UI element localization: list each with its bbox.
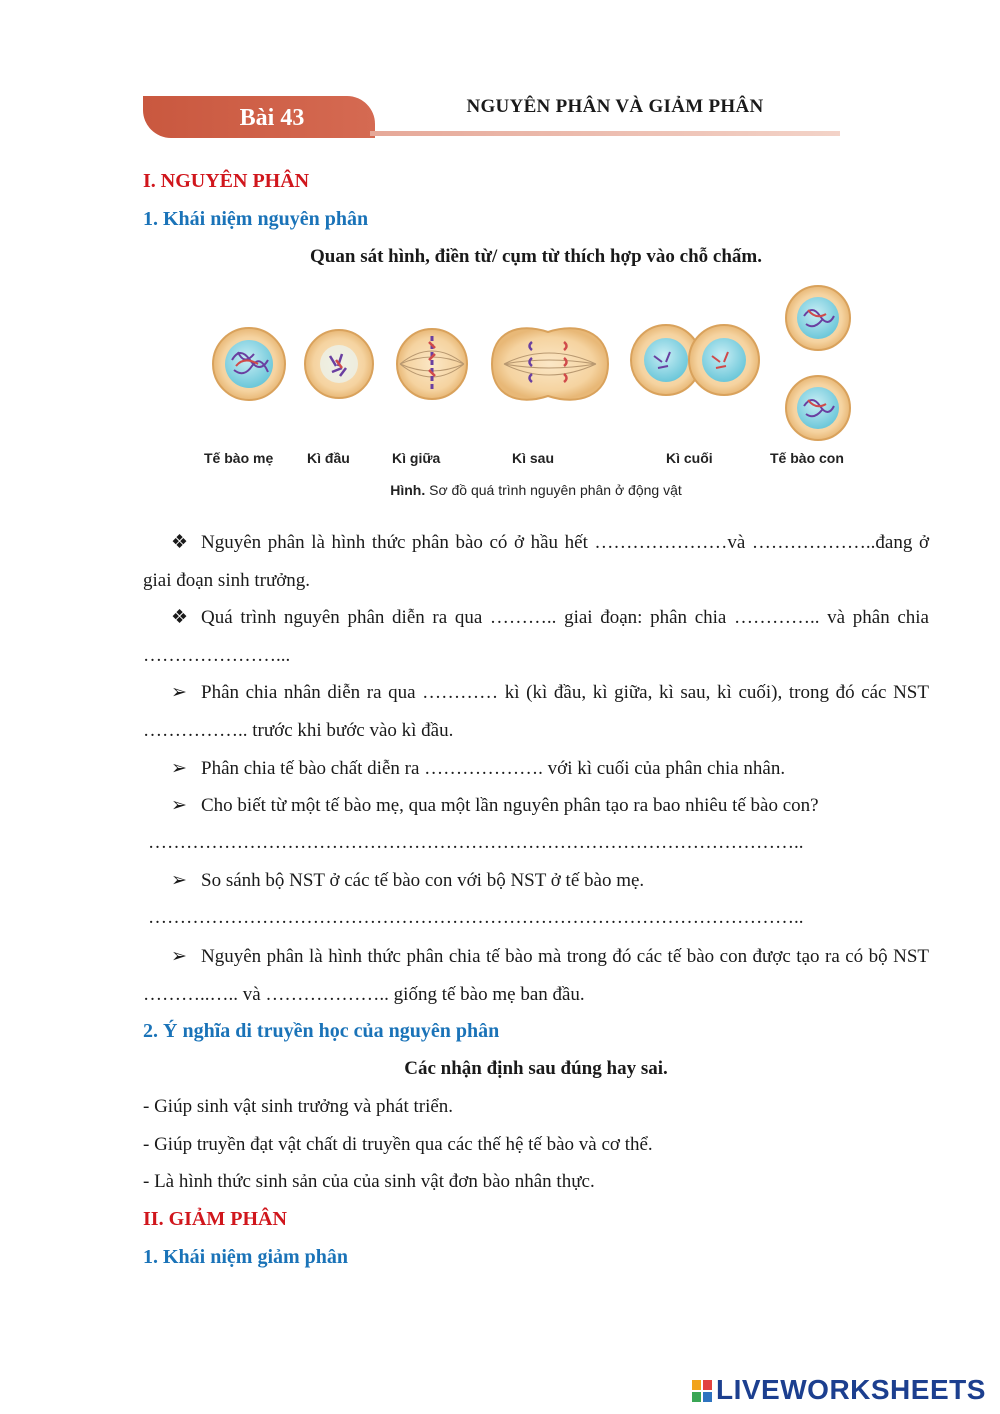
label-mother-cell: Tế bào mẹ [204,450,274,466]
label-daughter-cell: Tế bào con [770,450,844,466]
paragraph-6-text: So sánh bộ NST ở các tế bào con với bộ NST ở tế bào mẹ. [201,870,645,891]
label-anaphase: Kì sau [512,450,555,466]
prophase-cell [305,330,373,398]
page-title: NGUYÊN PHÂN VÀ GIẢM PHÂN [466,96,764,117]
diamond-bullet-icon: ❖ [171,532,189,553]
arrow-bullet-icon: ➢ [171,682,187,703]
paragraph-4-text: Phân chia tế bào chất diễn ra ………………. với kì cuối của phân chia nhân. [201,758,786,779]
section-heading-nguyen-phan: I. NGUYÊN PHÂN [143,170,310,192]
paragraph-1 [143,524,929,599]
paragraph-4 [143,750,929,788]
diamond-bullet-icon: ❖ [171,607,189,628]
header-underline [370,131,840,136]
answer-line-2[interactable]: ………………………………………………………………………………………….. [148,907,804,928]
subheading-khai-niem-nguyen-phan: 1. Khái niệm nguyên phân [143,208,369,230]
paragraph-7 [143,938,929,1013]
answer-line-1[interactable]: ………………………………………………………………………………………….. [148,832,804,853]
statement-1: - Giúp sinh vật sinh trưởng và phát triển. [143,1096,454,1117]
mitosis-diagram [192,280,880,450]
paragraph-2 [143,599,929,674]
daughter-cell-top [786,286,850,350]
instruction-fill-blanks: Quan sát hình, điền từ/ cụm từ thích hợp vào chỗ chấm. [310,246,762,267]
arrow-bullet-icon: ➢ [171,795,187,816]
paragraph-3 [143,674,929,749]
statement-2: - Giúp truyền đạt vật chất di truyền qua các thế hệ tế bào và cơ thể. [143,1134,653,1155]
paragraph-5-text: Cho biết từ một tế bào mẹ, qua một lần nguyên phân tạo ra bao nhiêu tế bào con? [201,795,819,816]
anaphase-cell [492,328,608,399]
liveworksheets-logo [692,1374,986,1406]
figure-caption-prefix: Hình. [390,482,426,498]
lesson-badge [143,96,375,138]
label-prophase: Kì đầu [307,450,350,466]
arrow-bullet-icon: ➢ [171,870,187,891]
arrow-bullet-icon: ➢ [171,758,187,779]
mitosis-figure [192,280,880,520]
liveworksheets-logo-icon [692,1380,712,1402]
label-telophase: Kì cuối [666,450,713,466]
arrow-bullet-icon: ➢ [171,946,187,967]
daughter-cell-bottom [786,376,850,440]
telophase-cell [631,325,759,395]
instruction-true-false: Các nhận định sau đúng hay sai. [404,1058,668,1079]
figure-caption-text: Sơ đồ quá trình nguyên phân ở động vật [425,482,682,498]
paragraph-3-text: Phân chia nhân diễn ra qua ………… kì (kì đầu, kì giữa, kì sau, kì cuối), trong đó các NST …………….. trước khi bước vào kì đầu. [143,682,929,741]
label-metaphase: Kì giữa [392,450,441,466]
paragraph-7-text: Nguyên phân là hình thức phân chia tế bào mà trong đó các tế bào con được tạo ra có bộ NST ………..….. và ……………….. giống tế bào mẹ ban đầu. [143,946,929,1005]
statement-3: - Là hình thức sinh sản của của sinh vật đơn bào nhân thực. [143,1171,595,1192]
section-heading-giam-phan: II. GIẢM PHÂN [143,1208,287,1230]
figure-caption [192,482,880,498]
paragraph-6 [143,862,929,900]
subheading-y-nghia: 2. Ý nghĩa di truyền học của nguyên phân [143,1020,500,1042]
logo-text: LIVEWORKSHEETS [716,1374,986,1405]
paragraph-2-text: Quá trình nguyên phân diễn ra qua ……….. giai đoạn: phân chia ………….. và phân chia …………………... [143,607,929,666]
lesson-label: Bài 43 [239,105,305,131]
mother-cell [213,328,285,400]
paragraph-1-text: Nguyên phân là hình thức phân bào có ở hầu hết …………………và ………………..đang ở giai đoạn sinh trưởng. [143,532,929,591]
metaphase-cell [397,329,467,399]
subheading-khai-niem-giam-phan: 1. Khái niệm giảm phân [143,1246,349,1268]
paragraph-5 [143,787,929,825]
